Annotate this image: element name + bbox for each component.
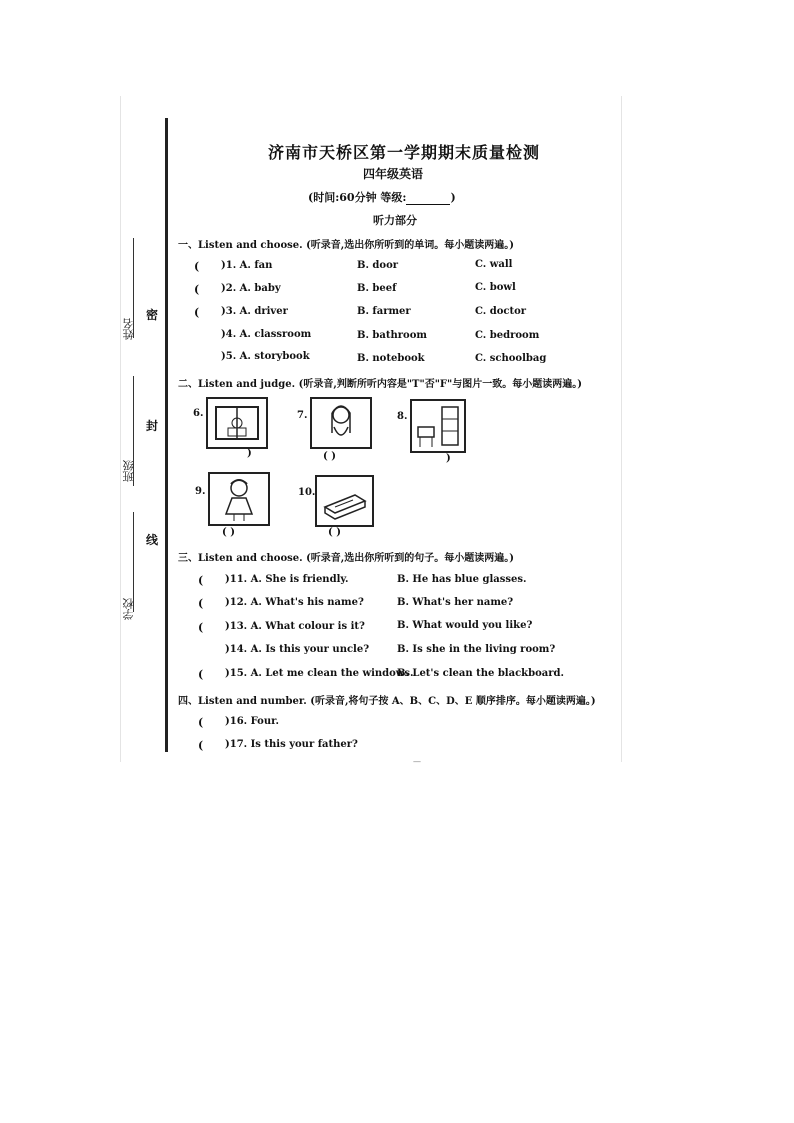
- q12-paren: (: [198, 597, 204, 610]
- q4-option-a: )4. A. classroom: [221, 329, 312, 340]
- q1-option-c: C. wall: [475, 259, 513, 270]
- page-number: —: [413, 757, 421, 766]
- q13-paren: (: [198, 621, 204, 634]
- q15-option-a: )15. A. Let me clean the windows.: [225, 668, 414, 679]
- q11-option-b: B. He has blue glasses.: [397, 574, 527, 585]
- school-underline: [133, 512, 134, 612]
- school-label: 学校: [122, 598, 135, 620]
- q16-text: )16. Four.: [225, 716, 279, 727]
- pic-8-number: 8.: [397, 411, 408, 422]
- q5-option-b: B. notebook: [357, 353, 425, 364]
- class-label: 班级: [122, 460, 135, 482]
- q1-option-a: )1. A. fan: [221, 260, 273, 271]
- q15-option-b: B. Let's clean the blackboard.: [397, 668, 564, 679]
- q12-option-a: )12. A. What's his name?: [225, 597, 364, 608]
- q3-option-b: B. farmer: [357, 306, 411, 317]
- q13-option-a: )13. A. What colour is it?: [225, 621, 365, 632]
- pic-10-number: 10.: [298, 487, 316, 498]
- q5-option-a: )5. A. storybook: [221, 351, 310, 362]
- q17-text: )17. Is this your father?: [225, 739, 358, 750]
- section-3-heading: 三、Listen and choose. (听录音,选出你所听到的句子。每小题读两遍。): [178, 553, 515, 564]
- pic-9-paren: ( ): [222, 527, 235, 538]
- pic-6-paren: ): [247, 448, 252, 459]
- seal-mi: 密: [146, 308, 159, 322]
- part-title: 听力部分: [373, 214, 417, 227]
- q15-paren: (: [198, 668, 204, 681]
- pic-6-number: 6.: [193, 408, 204, 419]
- q14-option-a: )14. A. Is this your uncle?: [225, 644, 370, 655]
- section-1-heading: 一、Listen and choose. (听录音,选出你所听到的单词。每小题读两遍。): [178, 240, 515, 251]
- q1-paren: (: [194, 260, 200, 273]
- exam-subtitle: 四年级英语: [363, 167, 424, 181]
- q2-option-c: C. bowl: [475, 282, 516, 293]
- exam-title: 济南市天桥区第一学期期末质量检测: [268, 143, 541, 162]
- q3-option-a: )3. A. driver: [221, 306, 288, 317]
- grade-blank[interactable]: [406, 194, 450, 205]
- pic-10-paren: ( ): [328, 527, 341, 538]
- seal-feng: 封: [146, 419, 159, 433]
- q1-option-b: B. door: [357, 260, 399, 271]
- time-close: ): [450, 191, 456, 204]
- pic-7-number: 7.: [297, 410, 308, 421]
- time-label: (时间:60分钟 等级:: [308, 191, 407, 204]
- q4-option-b: B. bathroom: [357, 330, 427, 341]
- picture-room: [410, 399, 466, 453]
- picture-window: [206, 397, 268, 449]
- q2-option-a: )2. A. baby: [221, 283, 281, 294]
- pic-7-paren: ( ): [323, 451, 336, 462]
- section-4-heading: 四、Listen and number. (听录音,将句子按 A、B、C、D、E 顺序排序。每小题读两遍。): [178, 696, 596, 707]
- binding-line: [165, 118, 168, 752]
- q2-option-b: B. beef: [357, 283, 397, 294]
- picture-girl: [310, 397, 372, 449]
- name-label: 姓名: [122, 318, 135, 340]
- pic-8-paren: ): [446, 453, 451, 464]
- picture-pencil-box: [315, 475, 374, 527]
- q17-paren: (: [198, 739, 204, 752]
- time-grade-line: [308, 189, 456, 205]
- section-2-heading: 二、Listen and judge. (听录音,判断所听内容是"T"否"F"与图片一致。每小题读两遍。): [178, 379, 582, 390]
- q3-paren: (: [194, 306, 200, 319]
- q11-option-a: )11. A. She is friendly.: [225, 574, 349, 585]
- q3-option-c: C. doctor: [475, 306, 527, 317]
- q11-paren: (: [198, 574, 204, 587]
- seal-xian: 线: [146, 533, 159, 547]
- q14-option-b: B. Is she in the living room?: [397, 644, 556, 655]
- q13-option-b: B. What would you like?: [397, 620, 533, 631]
- q4-option-c: C. bedroom: [475, 330, 540, 341]
- q12-option-b: B. What's her name?: [397, 597, 514, 608]
- q5-option-c: C. schoolbag: [475, 353, 547, 364]
- q2-paren: (: [194, 283, 200, 296]
- pic-9-number: 9.: [195, 486, 206, 497]
- q16-paren: (: [198, 716, 204, 729]
- picture-doll: [208, 472, 270, 526]
